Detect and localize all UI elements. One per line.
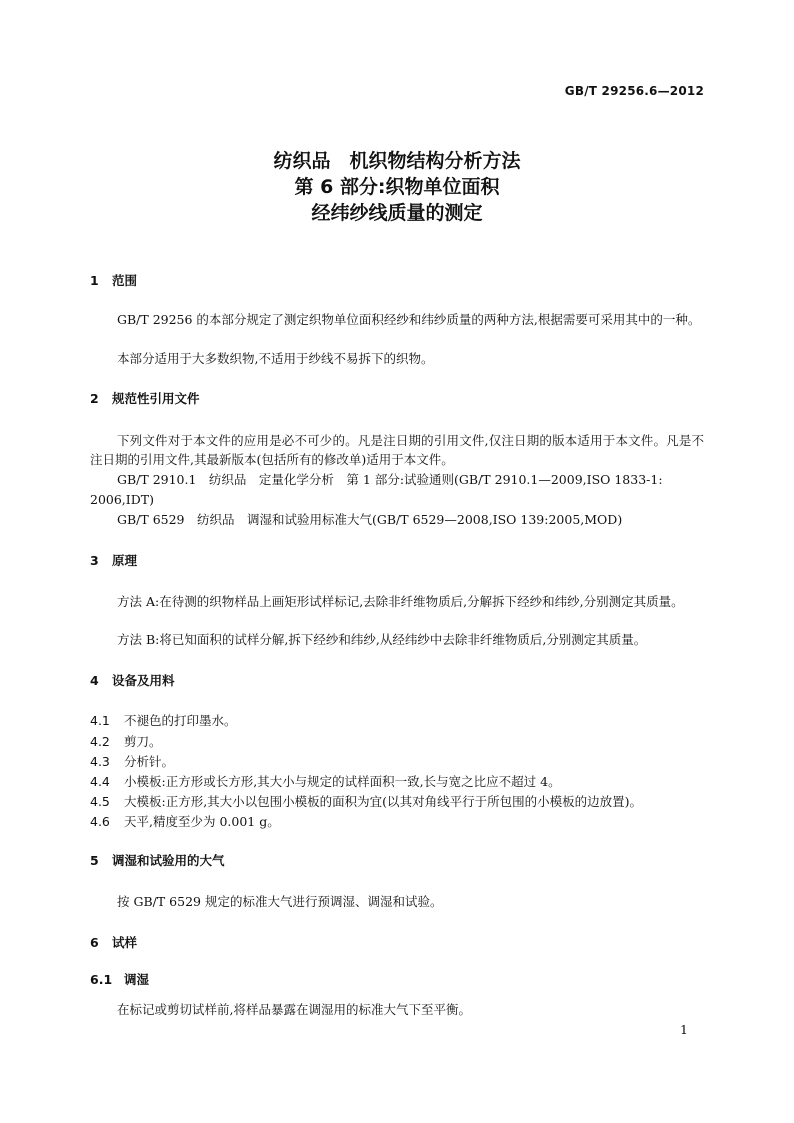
item-text: 小模板:正方形或长方形,其大小与规定的试样面积一致,长与宽之比应不超过 4。 (124, 774, 561, 789)
section-number: 3 (90, 553, 99, 568)
section-number: 1 (90, 273, 99, 288)
apparatus-item (90, 772, 561, 791)
item-number: 4.1 (90, 713, 110, 728)
principle-method-b: 方法 B:将已知面积的试样分解,拆下经纱和纬纱,从经纬纱中去除非纤维物质后,分别测定其质量。 (117, 632, 647, 647)
section-title: 规范性引用文件 (112, 391, 200, 406)
item-text: 剪刀。 (124, 734, 162, 749)
reference-gbt-2910-line-2: 2006,IDT) (90, 492, 154, 507)
section-number: 5 (90, 853, 99, 868)
standard-code: GB/T 29256.6—2012 (564, 84, 704, 98)
section-heading-apparatus (90, 673, 175, 689)
title-line-3: 经纬纱线质量的测定 (311, 202, 483, 224)
conditioning-paragraph: 在标记或剪切试样前,将样品暴露在调湿用的标准大气下至平衡。 (117, 1002, 471, 1017)
title-line-2: 第 6 部分:织物单位面积 (294, 176, 500, 198)
item-text: 大模板:正方形,其大小以包围小模板的面积为宜(以其对角线平行于所包围的小模板的边放置)。 (124, 794, 642, 809)
apparatus-item (90, 711, 237, 730)
section-heading-scope (90, 273, 137, 289)
item-text: 分析针。 (124, 754, 175, 769)
item-number: 4.2 (90, 734, 110, 749)
section-heading-atmosphere (90, 853, 225, 869)
reference-gbt-6529: GB/T 6529 纺织品 调湿和试验用标准大气(GB/T 6529—2008,ISO 139:2005,MOD) (117, 512, 623, 527)
item-text: 天平,精度至少为 0.001 g。 (124, 814, 280, 829)
section-heading-normative-references (90, 391, 200, 407)
section-number: 6 (90, 935, 99, 950)
apparatus-item (90, 792, 642, 811)
atmosphere-paragraph: 按 GB/T 6529 规定的标准大气进行预调湿、调湿和试验。 (117, 894, 443, 909)
section-heading-principle (90, 553, 137, 569)
apparatus-item (90, 812, 280, 831)
section-title: 范围 (112, 273, 138, 288)
section-title: 试样 (112, 935, 138, 950)
scope-paragraph-1: GB/T 29256 的本部分规定了测定织物单位面积经纱和纬纱质量的两种方法,根据需要可采用其中的一种。 (117, 312, 701, 327)
document-title (0, 148, 794, 226)
subsection-number: 6.1 (90, 972, 113, 987)
apparatus-item (90, 752, 174, 771)
section-number: 4 (90, 673, 99, 688)
subsection-heading-conditioning (90, 972, 149, 988)
principle-method-a: 方法 A:在待测的织物样品上画矩形试样标记,去除非纤维物质后,分解拆下经纱和纬纱,分别测定其质量。 (117, 594, 684, 609)
item-number: 4.4 (90, 774, 110, 789)
subsection-title: 调湿 (124, 972, 150, 987)
section-title: 原理 (112, 553, 138, 568)
section-number: 2 (90, 391, 99, 406)
references-intro-paragraph: 下列文件对于本文件的应用是必不可少的。凡是注日期的引用文件,仅注日期的版本适用于本文件。凡是不注日期的引用文件,其最新版本(包括所有的修改单)适用于本文件。 (90, 433, 704, 467)
title-line-1: 纺织品 机织物结构分析方法 (273, 150, 521, 172)
section-title: 调湿和试验用的大气 (112, 853, 225, 868)
item-number: 4.3 (90, 754, 110, 769)
section-title: 设备及用料 (112, 673, 175, 688)
page-number: 1 (680, 1022, 688, 1037)
section-heading-specimens (90, 935, 137, 951)
scope-paragraph-2: 本部分适用于大多数织物,不适用于纱线不易拆下的织物。 (117, 351, 434, 366)
item-number: 4.5 (90, 794, 110, 809)
reference-gbt-2910-line-1: GB/T 2910.1 纺织品 定量化学分析 第 1 部分:试验通则(GB/T 2910.1—2009,ISO 1833-1: (117, 472, 663, 487)
item-text: 不褪色的打印墨水。 (124, 713, 237, 728)
apparatus-item (90, 732, 162, 751)
item-number: 4.6 (90, 814, 110, 829)
